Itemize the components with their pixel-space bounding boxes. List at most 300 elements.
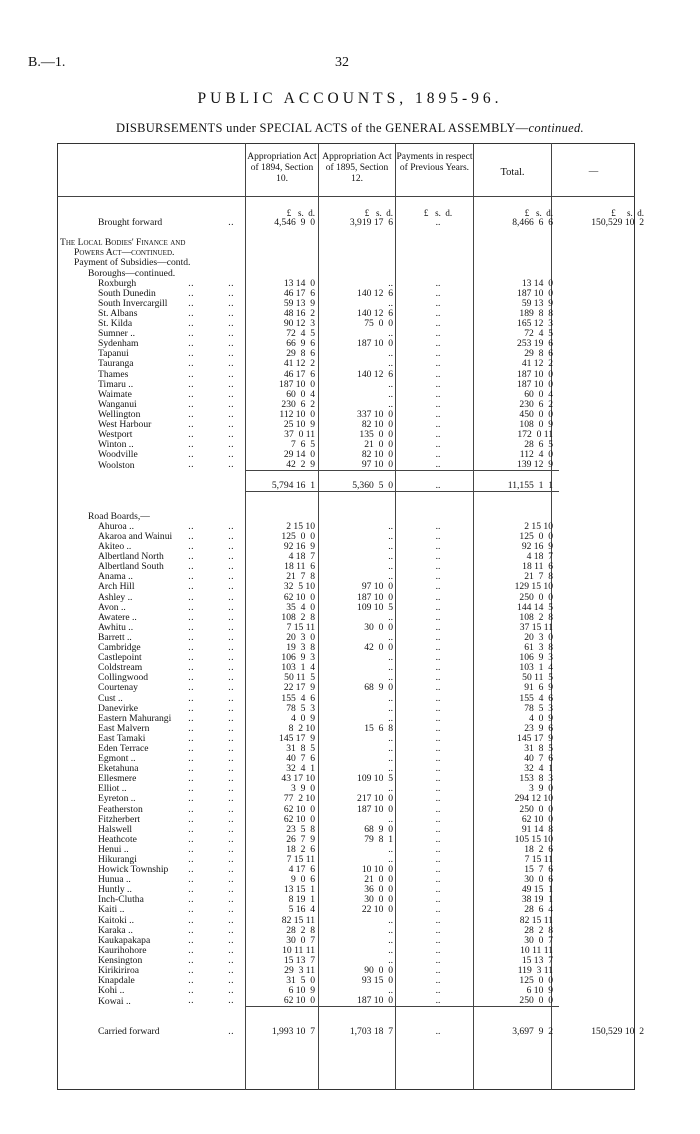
cell-v4: 60 0 4 bbox=[524, 389, 553, 400]
cell-v5 bbox=[559, 936, 648, 946]
row-label: Anama .. bbox=[98, 572, 133, 583]
row-label: Woolston bbox=[98, 460, 135, 471]
cell-v2: .. bbox=[388, 855, 393, 865]
cell-v4: 250 0 0 bbox=[519, 592, 553, 603]
cell-v5 bbox=[559, 784, 648, 794]
cell-v1: 46 17 6 bbox=[283, 288, 315, 299]
cell-v2: 337 10 0 bbox=[357, 409, 393, 420]
cell-v4: 59 13 9 bbox=[521, 298, 553, 309]
leader-dots: .. bbox=[188, 966, 194, 977]
cell-v2: .. bbox=[388, 572, 393, 583]
cell-v2: .. bbox=[388, 733, 393, 744]
table-row bbox=[60, 319, 648, 329]
leader-dots: .. bbox=[228, 673, 234, 684]
table-row bbox=[60, 764, 648, 774]
row-label: Huntly .. bbox=[98, 885, 132, 896]
table-row bbox=[60, 734, 648, 744]
leader-dots: .. bbox=[188, 653, 194, 664]
cell-v3: .. bbox=[435, 683, 441, 694]
leader-dots: .. bbox=[228, 450, 234, 461]
row-label: Arch Hill bbox=[98, 582, 135, 593]
cell-v2: .. bbox=[388, 562, 393, 573]
cell-v3: .. bbox=[435, 885, 441, 896]
leader-dots: .. bbox=[188, 925, 194, 936]
row-label: Halswell bbox=[98, 824, 133, 835]
row-label: Boroughs—continued. bbox=[88, 268, 176, 279]
leader-dots: .. bbox=[228, 945, 234, 956]
cell-v4: 103 1 4 bbox=[519, 663, 553, 674]
table-row bbox=[60, 420, 648, 430]
cell-v1: 10 11 11 bbox=[282, 945, 315, 956]
cell-v2: 135 0 0 bbox=[359, 430, 393, 441]
leader-dots: .. bbox=[228, 218, 234, 229]
cell-v1: 187 10 0 bbox=[279, 379, 315, 390]
row-label bbox=[60, 502, 245, 512]
leader-dots: .. bbox=[228, 653, 234, 664]
leader-dots: .. bbox=[228, 359, 234, 370]
row-label bbox=[60, 492, 245, 502]
cell-v4: 31 8 5 bbox=[524, 743, 553, 754]
cell-v4 bbox=[477, 1007, 559, 1017]
leader-dots: .. bbox=[188, 713, 194, 724]
cell-v1 bbox=[245, 248, 321, 258]
leader-dots: .. bbox=[228, 693, 234, 704]
cell-v3: .. bbox=[435, 1027, 441, 1038]
cell-v5 bbox=[559, 339, 648, 349]
leader-dots: .. bbox=[188, 986, 194, 997]
leader-dots: .. bbox=[228, 572, 234, 583]
cell-v2: 30 0 0 bbox=[364, 622, 393, 633]
row-label: Albertland South bbox=[98, 562, 164, 573]
cell-v2 bbox=[321, 502, 399, 512]
cell-v4: 108 0 9 bbox=[519, 419, 553, 430]
cell-v3: .. bbox=[435, 693, 441, 704]
cell-v3: .. bbox=[435, 542, 441, 553]
row-label: Danevirke bbox=[98, 703, 138, 714]
cell-v1: 72 4 5 bbox=[286, 329, 315, 340]
leader-dots: .. bbox=[188, 288, 194, 299]
leader-dots: .. bbox=[228, 844, 234, 855]
row-label: Winton .. bbox=[98, 440, 134, 451]
cell-v3: .. bbox=[435, 218, 441, 229]
leader-dots: .. bbox=[228, 643, 234, 654]
cell-v5 bbox=[559, 744, 648, 754]
leader-dots: .. bbox=[228, 935, 234, 946]
spacer-row bbox=[60, 228, 648, 238]
leader-dots: .. bbox=[188, 673, 194, 684]
cell-v5 bbox=[559, 794, 648, 804]
leader-dots: .. bbox=[188, 693, 194, 704]
leader-dots: .. bbox=[228, 764, 234, 775]
row-label: Akaroa and Wainui bbox=[98, 532, 173, 542]
cell-v2: .. bbox=[388, 703, 393, 714]
cell-v2: .. bbox=[388, 784, 393, 795]
cell-v2 bbox=[321, 248, 399, 258]
row-label: Woodville bbox=[98, 450, 138, 461]
cell-v5 bbox=[559, 542, 648, 552]
leader-dots: .. bbox=[228, 814, 234, 825]
cell-v2: 187 10 0 bbox=[357, 996, 393, 1007]
cell-v3: .. bbox=[435, 713, 441, 724]
row-label: Road Boards,— bbox=[88, 511, 150, 522]
row-label: Kaiti .. bbox=[98, 905, 125, 916]
cell-v3: .. bbox=[435, 733, 441, 744]
row-label: East Malvern bbox=[98, 723, 150, 734]
cell-v5 bbox=[559, 299, 648, 309]
cell-v5 bbox=[559, 471, 648, 481]
cell-v1: 21 7 8 bbox=[286, 572, 315, 583]
cell-v5 bbox=[559, 754, 648, 764]
table-row bbox=[60, 966, 648, 976]
leader-dots: .. bbox=[228, 996, 234, 1007]
table-row bbox=[60, 916, 648, 926]
cell-v1: 9 0 6 bbox=[291, 875, 315, 886]
cell-v3 bbox=[399, 269, 477, 279]
leader-dots: .. bbox=[228, 683, 234, 694]
cell-v5 bbox=[559, 460, 648, 471]
table-row bbox=[60, 683, 648, 693]
cell-v3 bbox=[399, 1007, 477, 1017]
cell-v4: 10 11 11 bbox=[520, 945, 553, 956]
cell-v3: .. bbox=[435, 399, 441, 410]
cell-v3: .. bbox=[435, 966, 441, 977]
cell-v1: 77 2 10 bbox=[283, 794, 315, 805]
cell-v1: 8 19 1 bbox=[288, 895, 315, 906]
cell-v1: 18 11 6 bbox=[284, 562, 315, 573]
cell-v5 bbox=[559, 593, 648, 603]
cell-v1 bbox=[245, 492, 321, 502]
table-row bbox=[60, 663, 648, 673]
row-label: Roxburgh bbox=[98, 278, 137, 289]
leader-dots: .. bbox=[228, 288, 234, 299]
col-header-1895: Appropriation Act of 1895, Section 12. bbox=[322, 152, 392, 184]
cell-v4: 32 4 1 bbox=[524, 764, 553, 775]
cell-v2: .. bbox=[388, 986, 393, 997]
leader-dots: .. bbox=[228, 733, 234, 744]
cell-v3: .. bbox=[435, 319, 441, 330]
cell-v3 bbox=[399, 1017, 477, 1027]
table-row bbox=[60, 926, 648, 936]
leader-dots: .. bbox=[228, 885, 234, 896]
cell-v3: .. bbox=[435, 440, 441, 451]
cell-v4: 91 6 9 bbox=[524, 683, 553, 694]
leader-dots: .. bbox=[188, 824, 194, 835]
row-label: Henui .. bbox=[98, 844, 129, 855]
cell-v3: .. bbox=[435, 632, 441, 643]
cell-v4: 62 10 0 bbox=[521, 814, 553, 825]
cell-v3: .. bbox=[435, 743, 441, 754]
leader-dots: .. bbox=[228, 723, 234, 734]
cell-v2: 22 10 0 bbox=[361, 905, 393, 916]
cell-v5 bbox=[559, 966, 648, 976]
row-label: Elliot .. bbox=[98, 784, 127, 795]
cell-v1: 2 15 10 bbox=[286, 521, 315, 532]
cell-v3: £ s. d. bbox=[423, 208, 453, 218]
row-label: Timaru .. bbox=[98, 379, 134, 390]
cell-v3: .. bbox=[435, 349, 441, 360]
cell-v1: 37 0 11 bbox=[284, 430, 315, 441]
cell-v5 bbox=[559, 572, 648, 582]
cell-v5 bbox=[559, 865, 648, 875]
cell-v4: 18 2 6 bbox=[524, 844, 553, 855]
cell-v5 bbox=[559, 764, 648, 774]
cell-v2: .. bbox=[388, 693, 393, 704]
leader-dots: .. bbox=[228, 349, 234, 360]
leader-dots: .. bbox=[188, 844, 194, 855]
table-row bbox=[60, 603, 648, 613]
cell-v2 bbox=[321, 512, 399, 522]
cell-v5 bbox=[559, 643, 648, 653]
spacer-row bbox=[60, 502, 648, 512]
table-row bbox=[60, 269, 648, 279]
cell-v2: .. bbox=[388, 743, 393, 754]
table-row bbox=[60, 1027, 648, 1037]
cell-v5 bbox=[559, 410, 648, 420]
cell-v5 bbox=[559, 855, 648, 865]
leader-dots: .. bbox=[188, 804, 194, 815]
cell-v3: .. bbox=[435, 562, 441, 573]
cell-v3: .. bbox=[435, 389, 441, 400]
cell-v4: 153 8 3 bbox=[519, 774, 553, 785]
cell-v5 bbox=[559, 502, 648, 512]
cell-v3: .. bbox=[435, 288, 441, 299]
table-row bbox=[60, 339, 648, 349]
cell-v2: .. bbox=[388, 399, 393, 410]
cell-v2: .. bbox=[388, 532, 393, 542]
cell-v3: .. bbox=[435, 359, 441, 370]
cell-v4: 155 4 6 bbox=[519, 693, 553, 704]
cell-v3: .. bbox=[435, 986, 441, 997]
leader-dots: .. bbox=[188, 743, 194, 754]
cell-v3: .. bbox=[435, 905, 441, 916]
cell-v5 bbox=[559, 248, 648, 258]
cell-v5 bbox=[559, 329, 648, 339]
cell-v1: 155 4 6 bbox=[281, 693, 315, 704]
table-row bbox=[60, 875, 648, 885]
cell-v2: .. bbox=[388, 663, 393, 674]
row-label: Wanganui bbox=[98, 399, 137, 410]
cell-v3: .. bbox=[435, 653, 441, 664]
cell-v1: 125 0 0 bbox=[281, 532, 315, 542]
leader-dots: .. bbox=[188, 389, 194, 400]
leader-dots: .. bbox=[188, 784, 194, 795]
cell-v5 bbox=[559, 623, 648, 633]
leader-dots: .. bbox=[228, 703, 234, 714]
row-label: West Harbour bbox=[98, 419, 152, 430]
cell-v4: 41 12 2 bbox=[521, 359, 553, 370]
cell-v3: .. bbox=[435, 774, 441, 785]
col-header-previous-years: Payments in respect of Previous Years. bbox=[396, 152, 473, 173]
cell-v4: 91 14 8 bbox=[521, 824, 553, 835]
cell-v1: 62 10 0 bbox=[283, 996, 315, 1007]
cell-v2: 30 0 0 bbox=[364, 895, 393, 906]
cell-v4 bbox=[477, 228, 559, 238]
cell-v1: 18 2 6 bbox=[286, 844, 315, 855]
table-row bbox=[60, 825, 648, 835]
leader-dots: .. bbox=[228, 440, 234, 451]
cell-v3: .. bbox=[435, 612, 441, 623]
table-row bbox=[60, 673, 648, 683]
row-label: Waimate bbox=[98, 389, 132, 400]
rule-row bbox=[60, 471, 648, 481]
row-label: Heathcote bbox=[98, 834, 137, 845]
cell-v5 bbox=[559, 269, 648, 279]
cell-v3 bbox=[399, 492, 477, 502]
row-label: Ashley .. bbox=[98, 592, 133, 603]
cell-v4: 172 0 11 bbox=[517, 430, 553, 441]
cell-v3: .. bbox=[435, 723, 441, 734]
row-label bbox=[60, 208, 245, 218]
cell-v5 bbox=[559, 349, 648, 359]
cell-v4: 125 0 0 bbox=[519, 976, 553, 987]
leader-dots: .. bbox=[228, 582, 234, 593]
cell-v4: 144 14 5 bbox=[517, 602, 553, 613]
table-row bbox=[60, 380, 648, 390]
cell-v3: .. bbox=[435, 976, 441, 987]
leader-dots: .. bbox=[228, 663, 234, 674]
cell-v1: 23 5 8 bbox=[286, 824, 315, 835]
cell-v5: 150,529 10 2 bbox=[591, 1027, 644, 1038]
cell-v4: 129 15 10 bbox=[514, 582, 553, 593]
leader-dots: .. bbox=[228, 298, 234, 309]
cell-v2: .. bbox=[388, 673, 393, 684]
cell-v5 bbox=[559, 481, 648, 492]
cell-v5 bbox=[559, 916, 648, 926]
cell-v1: 4,546 9 0 bbox=[274, 218, 315, 229]
cell-v3: .. bbox=[435, 329, 441, 340]
cell-v3: .. bbox=[435, 532, 441, 542]
table-row bbox=[60, 784, 648, 794]
cell-v4: 4 18 7 bbox=[526, 552, 553, 563]
cell-v3: .. bbox=[435, 409, 441, 420]
row-label: Thames bbox=[98, 369, 129, 380]
table-row bbox=[60, 815, 648, 825]
cell-v4 bbox=[477, 238, 559, 248]
cell-v1: 32 4 1 bbox=[286, 764, 315, 775]
table-row bbox=[60, 289, 648, 299]
cell-v2: 187 10 0 bbox=[357, 339, 393, 350]
cell-v1: 41 12 2 bbox=[283, 359, 315, 370]
table-row bbox=[60, 835, 648, 845]
table-row bbox=[60, 714, 648, 724]
cell-v5 bbox=[559, 562, 648, 572]
row-label: Awatere .. bbox=[98, 612, 137, 623]
table-row bbox=[60, 440, 648, 450]
leader-dots: .. bbox=[228, 460, 234, 471]
cell-v1: 4 0 9 bbox=[291, 713, 315, 724]
col-header-dash: — bbox=[588, 167, 599, 177]
cell-v2: .. bbox=[388, 764, 393, 775]
table-row bbox=[60, 430, 648, 440]
cell-v5 bbox=[559, 663, 648, 673]
cell-v1: 145 17 9 bbox=[279, 733, 315, 744]
table-row bbox=[60, 542, 648, 552]
leader-dots: .. bbox=[188, 592, 194, 603]
cell-v1 bbox=[245, 471, 321, 481]
cell-v1 bbox=[245, 258, 321, 268]
cell-v4: 106 9 3 bbox=[519, 653, 553, 664]
row-label: Kensington bbox=[98, 955, 143, 966]
leader-dots: .. bbox=[228, 976, 234, 987]
cell-v3: .. bbox=[435, 955, 441, 966]
cell-v1: 26 7 9 bbox=[286, 834, 315, 845]
cell-v5 bbox=[559, 694, 648, 704]
table-row bbox=[60, 572, 648, 582]
cell-v2 bbox=[321, 1007, 399, 1017]
cell-v1: 66 9 6 bbox=[286, 339, 315, 350]
leader-dots: .. bbox=[188, 440, 194, 451]
spacer-row bbox=[60, 1017, 648, 1027]
table-row bbox=[60, 582, 648, 592]
row-label: Fitzherbert bbox=[98, 814, 141, 825]
cell-v5 bbox=[559, 552, 648, 562]
cell-v5 bbox=[559, 370, 648, 380]
cell-v2: .. bbox=[388, 521, 393, 532]
table-row bbox=[60, 593, 648, 603]
cell-v3: .. bbox=[435, 552, 441, 563]
cell-v1: 112 10 0 bbox=[279, 409, 315, 420]
cell-v2: 3,919 17 6 bbox=[349, 218, 393, 229]
cell-v2 bbox=[321, 269, 399, 279]
cell-v5 bbox=[559, 420, 648, 430]
table-row bbox=[60, 744, 648, 754]
cell-v5 bbox=[559, 714, 648, 724]
cell-v4: 3,697 9 2 bbox=[512, 1027, 553, 1038]
cell-v2: 82 10 0 bbox=[361, 419, 393, 430]
cell-v1: 20 3 0 bbox=[286, 632, 315, 643]
table-row bbox=[60, 279, 648, 289]
cell-v1: 108 2 8 bbox=[281, 612, 315, 623]
row-label: Coldstream bbox=[98, 663, 143, 674]
row-label: Westport bbox=[98, 430, 133, 441]
cell-v1: 43 17 10 bbox=[281, 774, 315, 785]
cell-v5 bbox=[559, 440, 648, 450]
cell-v4: 7 15 11 bbox=[524, 855, 553, 865]
cell-v2: 15 6 8 bbox=[364, 723, 393, 734]
leader-dots: .. bbox=[188, 521, 194, 532]
row-label: Inch-Clutha bbox=[98, 895, 144, 906]
cell-v4: 72 4 5 bbox=[524, 329, 553, 340]
cell-v4 bbox=[477, 248, 559, 258]
cell-v4: 28 2 8 bbox=[524, 925, 553, 936]
row-label: Avon .. bbox=[98, 602, 126, 613]
leader-dots: .. bbox=[228, 552, 234, 563]
cell-v5 bbox=[559, 492, 648, 502]
row-label: Howick Township bbox=[98, 865, 169, 876]
cell-v1 bbox=[245, 1017, 321, 1027]
col-header-total: Total. bbox=[500, 167, 525, 178]
table-row bbox=[60, 936, 648, 946]
row-label: Hikurangi bbox=[98, 855, 137, 865]
row-label: Brought forward bbox=[98, 218, 163, 229]
cell-v2: 42 0 0 bbox=[364, 643, 393, 654]
row-label: South Dunedin bbox=[98, 288, 156, 299]
cell-v3: .. bbox=[435, 602, 441, 613]
table-row bbox=[60, 895, 648, 905]
table-row bbox=[60, 704, 648, 714]
leader-dots: .. bbox=[188, 723, 194, 734]
cell-v3: .. bbox=[435, 703, 441, 714]
cell-v3: .. bbox=[435, 824, 441, 835]
cell-v5 bbox=[559, 1007, 648, 1017]
leader-dots: .. bbox=[188, 562, 194, 573]
table-row bbox=[60, 400, 648, 410]
cell-v1: 40 7 6 bbox=[286, 754, 315, 765]
leader-dots: .. bbox=[188, 399, 194, 410]
cell-v5 bbox=[559, 430, 648, 440]
subtitle-continued: continued. bbox=[528, 121, 584, 135]
row-label: Eden Terrace bbox=[98, 743, 149, 754]
